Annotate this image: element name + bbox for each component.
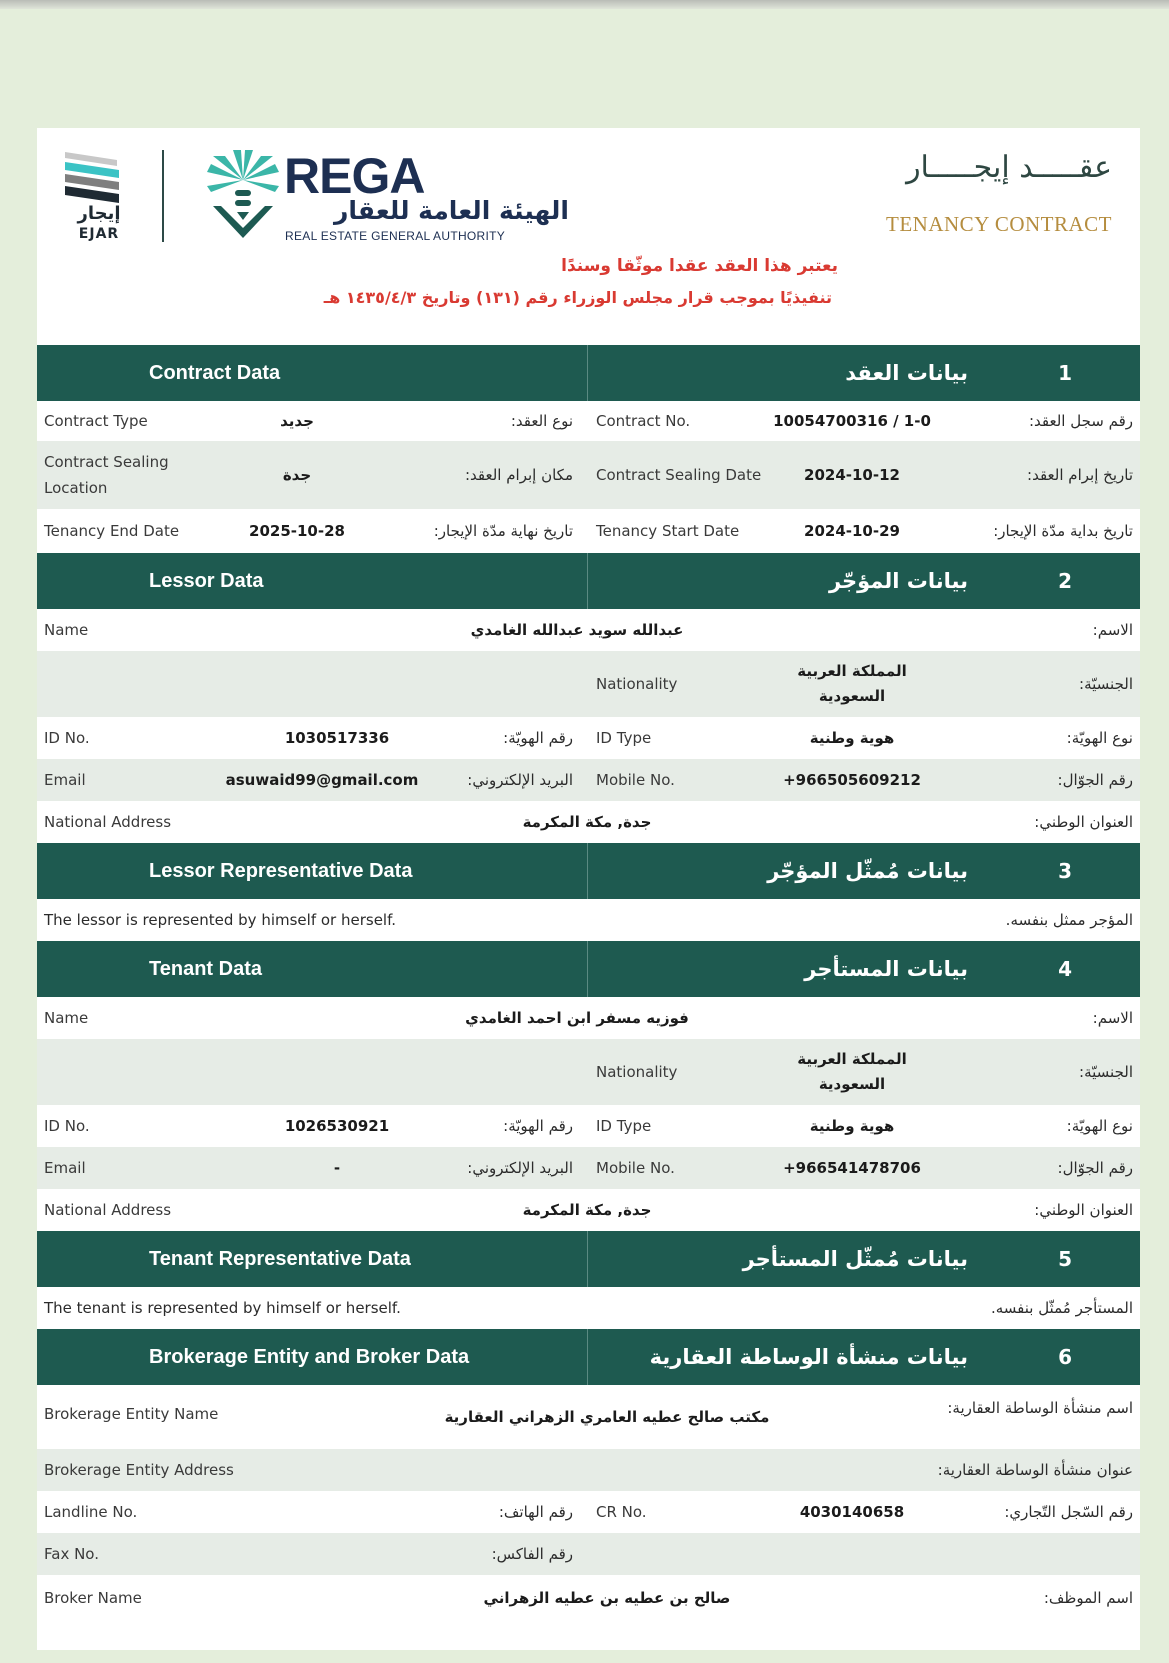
table-row [37, 997, 1140, 1039]
nationality-line-1: المملكة العربية [797, 662, 907, 680]
field-label-en: Nationality [596, 1063, 678, 1081]
field-label-ar: العنوان الوطني: [1034, 1201, 1133, 1219]
contract-document [37, 128, 1140, 1650]
header-divider [587, 1231, 588, 1287]
field-label-ar: رقم سجل العقد: [1028, 412, 1133, 430]
field-label-ar: تاريخ بداية مدّة الإيجار: [993, 522, 1133, 540]
table-row [37, 1039, 1140, 1105]
field-value: فوزيه مسفر ابن احمد الغامدي [465, 1009, 689, 1027]
section-number: 4 [1058, 957, 1072, 981]
nationality-line-1: المملكة العربية [797, 1050, 907, 1068]
field-value: +966541478706 [783, 1159, 921, 1177]
table-row [37, 1533, 1140, 1575]
field-label-ar: الاسم: [1092, 1009, 1133, 1027]
field-label-ar: الجنسيّة: [1079, 675, 1133, 693]
table-row [37, 1385, 1140, 1449]
section-title-ar: بيانات المستأجر [804, 957, 968, 981]
field-label-ar: اسم الموظف: [1043, 1589, 1133, 1607]
field-label-ar: الجنسيّة: [1079, 1063, 1133, 1081]
table-row [37, 1189, 1140, 1231]
field-value: 4030140658 [799, 1503, 905, 1521]
field-label-en: Contract Sealing Date [596, 466, 762, 484]
ejar-logo-arabic: إيجار [77, 203, 121, 224]
field-label-en: Fax No. [44, 1545, 99, 1563]
section-title-en: Contract Data [149, 362, 281, 384]
table-row [37, 1575, 1140, 1621]
field-label-en: Mobile No. [596, 1159, 675, 1177]
field-value: جدة [282, 466, 312, 484]
header-divider [587, 345, 588, 401]
rega-palm-emblem-icon [207, 150, 279, 242]
field-label-en: ID Type [596, 1117, 652, 1135]
field-label-en: Nationality [596, 675, 678, 693]
field-value: مكتب صالح عطيه العامري الزهراني العقارية [444, 1408, 770, 1426]
field-label-en: Name [44, 1009, 89, 1027]
section-header-contract-data [37, 345, 1140, 401]
field-value: جديد [280, 412, 314, 430]
field-label-en: Brokerage Entity Name [44, 1405, 219, 1423]
field-label-ar: العنوان الوطني: [1034, 813, 1133, 831]
logo-divider [162, 150, 164, 242]
field-value: 2024-10-29 [804, 522, 900, 540]
field-label-ar: تاريخ إبرام العقد: [1027, 466, 1133, 484]
section-number: 3 [1058, 859, 1072, 883]
field-label-ar: نوع الهويّة: [1066, 729, 1133, 747]
table-row [37, 1449, 1140, 1491]
section-header-brokerage-data [37, 1329, 1140, 1385]
section-number: 2 [1058, 569, 1072, 593]
section-title-en: Tenant Representative Data [149, 1248, 411, 1270]
field-value: عبدالله سويد عبدالله الغامدي [470, 621, 684, 639]
section-header-tenant-data [37, 941, 1140, 997]
field-label-ar: رقم الفاكس: [491, 1545, 573, 1563]
table-row [37, 1287, 1140, 1329]
field-label-en: ID No. [44, 729, 90, 747]
section-title-en: Tenant Data [149, 958, 262, 980]
table-row [37, 1147, 1140, 1189]
legal-notice-line-1: يعتبر هذا العقد عقدا موثّقا وسندًا [561, 256, 838, 276]
table-row [37, 609, 1140, 651]
representation-note-en: The lessor is represented by himself or herself. [44, 911, 397, 929]
field-label-ar: نوع الهويّة: [1066, 1117, 1133, 1135]
contract-table [37, 345, 1140, 1621]
field-label-en: Contract No. [596, 412, 691, 430]
representation-note-ar: المؤجر ممثل بنفسه. [1005, 911, 1133, 929]
email-value[interactable]: asuwaid99@gmail.com [225, 771, 419, 789]
field-label-ar: نوع العقد: [510, 412, 573, 430]
field-label-en: Tenancy Start Date [596, 522, 740, 540]
nationality-line-2: السعودية [818, 1075, 886, 1093]
section-number: 1 [1058, 361, 1072, 385]
table-row [37, 401, 1140, 441]
field-value [782, 651, 922, 717]
field-label-ar: اسم منشأة الوساطة العقارية: [947, 1399, 1133, 1417]
nationality-line-2: السعودية [818, 687, 886, 705]
field-label-ar: رقم الهويّة: [503, 1117, 573, 1135]
field-label-en: ID Type [596, 729, 652, 747]
table-row [37, 759, 1140, 801]
field-value: 1030517336 [284, 729, 390, 747]
legal-notice-line-2: تنفيذيًا بموجب قرار مجلس الوزراء رقم (١٣١) وتاريخ ١٤٣٥/٤/٣ هـ [323, 288, 832, 307]
field-label-en: Email [44, 771, 86, 789]
window-top-edge [0, 0, 1169, 9]
field-label-ar: البريد الإلكتروني: [467, 1159, 573, 1177]
field-label-en: Contract Type [44, 412, 148, 430]
field-label-ar: رقم الهاتف: [498, 1503, 573, 1521]
section-header-lessor-representative [37, 843, 1140, 899]
section-title-en: Lessor Representative Data [149, 860, 413, 882]
section-title-ar: بيانات مُمثّل المؤجّر [767, 859, 968, 883]
field-value: 2025-10-28 [249, 522, 345, 540]
section-title-en: Lessor Data [149, 570, 264, 592]
table-row [37, 717, 1140, 759]
field-label-ar: البريد الإلكتروني: [467, 771, 573, 789]
field-label-ar: رقم الهويّة: [503, 729, 573, 747]
table-row [37, 441, 1140, 509]
table-row [37, 899, 1140, 941]
field-label-ar: الاسم: [1092, 621, 1133, 639]
table-row [37, 651, 1140, 717]
ejar-logo-english: EJAR [78, 226, 120, 242]
header-divider [587, 553, 588, 609]
field-label-en: Name [44, 621, 89, 639]
table-row [37, 1105, 1140, 1147]
section-title-ar: بيانات مُمثّل المستأجر [742, 1247, 968, 1271]
field-value: جدة, مكة المكرمة [522, 1201, 652, 1219]
field-value: 10054700316 / 1-0 [773, 412, 931, 430]
field-label-en: Contract Sealing Location [44, 453, 169, 497]
field-label-en: Mobile No. [596, 771, 675, 789]
field-value: جدة, مكة المكرمة [522, 813, 652, 831]
field-label-ar: تاريخ نهاية مدّة الإيجار: [433, 522, 573, 540]
field-label-en: Landline No. [44, 1503, 138, 1521]
section-title-en: Brokerage Entity and Broker Data [149, 1346, 470, 1368]
field-value [782, 1039, 922, 1105]
field-value: - [333, 1159, 341, 1177]
field-label-en: Broker Name [44, 1589, 142, 1607]
field-label-en: Tenancy End Date [44, 522, 180, 540]
table-row [37, 1491, 1140, 1533]
field-value: هوية وطنية [809, 729, 895, 747]
section-header-lessor-data [37, 553, 1140, 609]
field-label-ar: رقم الجوّال: [1057, 771, 1133, 789]
rega-arabic-name: الهيئة العامة للعقار [333, 196, 569, 225]
representation-note-ar: المستأجر مُمثّل بنفسه. [990, 1299, 1133, 1317]
field-label-ar: رقم السّجل التّجاري: [1004, 1503, 1133, 1521]
document-title-english: TENANCY CONTRACT [886, 212, 1112, 236]
document-title-arabic: عقـــــد إيجـــــار [906, 150, 1112, 185]
rega-english-name: REAL ESTATE GENERAL AUTHORITY [285, 229, 506, 243]
field-value: +966505609212 [783, 771, 921, 789]
table-row [37, 801, 1140, 843]
field-label-en: ID No. [44, 1117, 90, 1135]
header-divider [587, 1329, 588, 1385]
section-number: 5 [1058, 1247, 1072, 1271]
section-title-ar: بيانات منشأة الوساطة العقارية [649, 1345, 968, 1369]
header-divider [587, 941, 588, 997]
rega-wordmark: REGA [284, 148, 425, 204]
field-label-en: National Address [44, 813, 172, 831]
field-label-en: CR No. [596, 1503, 647, 1521]
field-label-en: Email [44, 1159, 86, 1177]
section-header-tenant-representative [37, 1231, 1140, 1287]
field-label-ar: رقم الجوّال: [1057, 1159, 1133, 1177]
field-label-ar: عنوان منشأة الوساطة العقارية: [937, 1461, 1133, 1479]
field-value: 1026530921 [284, 1117, 390, 1135]
field-value: 2024-10-12 [804, 466, 900, 484]
section-title-ar: بيانات العقد [845, 361, 968, 385]
section-number: 6 [1058, 1345, 1072, 1369]
field-value: هوية وطنية [809, 1117, 895, 1135]
section-title-ar: بيانات المؤجّر [828, 569, 968, 593]
field-label-en: Brokerage Entity Address [44, 1461, 234, 1479]
field-value: صالح بن عطيه بن عطيه الزهراني [483, 1589, 731, 1607]
representation-note-en: The tenant is represented by himself or herself. [44, 1299, 401, 1317]
field-label-en: National Address [44, 1201, 172, 1219]
header-divider [587, 843, 588, 899]
field-label-ar: مكان إبرام العقد: [464, 466, 573, 484]
table-row [37, 509, 1140, 553]
